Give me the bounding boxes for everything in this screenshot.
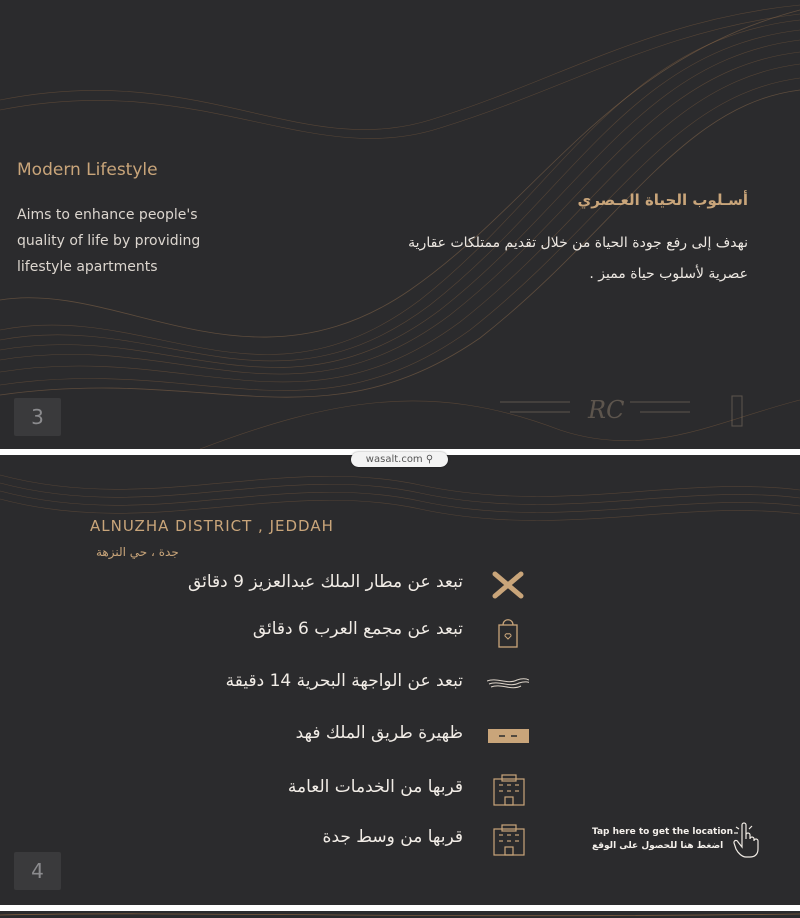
location-link-arabic[interactable]: اضغط هنا للحصول على الوقع — [592, 841, 724, 851]
slide-modern-lifestyle — [0, 0, 800, 449]
watermark-text: wasalt.com — [365, 454, 423, 465]
feature-text: تبعد عن الواجهة البحرية 14 دقيقة — [225, 671, 463, 691]
waves-icon — [487, 667, 529, 701]
page-number: 3 — [14, 398, 61, 436]
district-title-arabic: جدة ، حي النزهة — [96, 545, 179, 559]
feature-text: ظهيرة طريق الملك فهد — [295, 723, 463, 743]
feature-text: قربها من الخدمات العامة — [287, 777, 463, 797]
road-icon — [487, 719, 529, 753]
building-icon — [487, 773, 529, 807]
location-link-english[interactable]: Tap here to get the location — [592, 827, 734, 837]
feature-waterfront — [0, 667, 800, 703]
wasalt-watermark — [351, 452, 448, 467]
decorative-waves — [0, 911, 800, 918]
hand-pointer-icon[interactable] — [730, 821, 762, 859]
page-number: 4 — [14, 852, 61, 890]
feature-king-fahd-road — [0, 719, 800, 755]
airplane-icon — [487, 568, 529, 602]
location-pin-icon: ⚲ — [425, 454, 434, 465]
location-link[interactable] — [592, 827, 792, 863]
shopping-bag-icon — [487, 615, 529, 649]
building-icon — [487, 823, 529, 857]
developer-logos — [500, 388, 750, 432]
feature-text: قربها من وسط جدة — [322, 827, 463, 847]
feature-text: تبعد عن مطار الملك عبدالعزيز 9 دقائق — [187, 572, 463, 592]
arabic-description: نهدف إلى رفع جودة الحياة من خلال تقديم ممتلكات عقارية عصرية لأسلوب حياة مميز . — [408, 235, 748, 282]
feature-text: تبعد عن مجمع العرب 6 دقائق — [252, 619, 463, 639]
english-title: Modern Lifestyle — [17, 160, 158, 180]
feature-public-services — [0, 773, 800, 809]
feature-airport — [0, 568, 800, 604]
english-description: Aims to enhance people's quality of life by providing lifestyle apartments — [17, 207, 201, 275]
slide-location — [0, 455, 800, 905]
rc-monogram: RC — [588, 396, 625, 424]
feature-arab-mall — [0, 615, 800, 651]
arabic-title: أسـلوب الحياة العـصري — [577, 191, 748, 209]
next-slide-edge — [0, 911, 800, 918]
district-title: ALNUZHA DISTRICT , JEDDAH — [90, 517, 334, 535]
